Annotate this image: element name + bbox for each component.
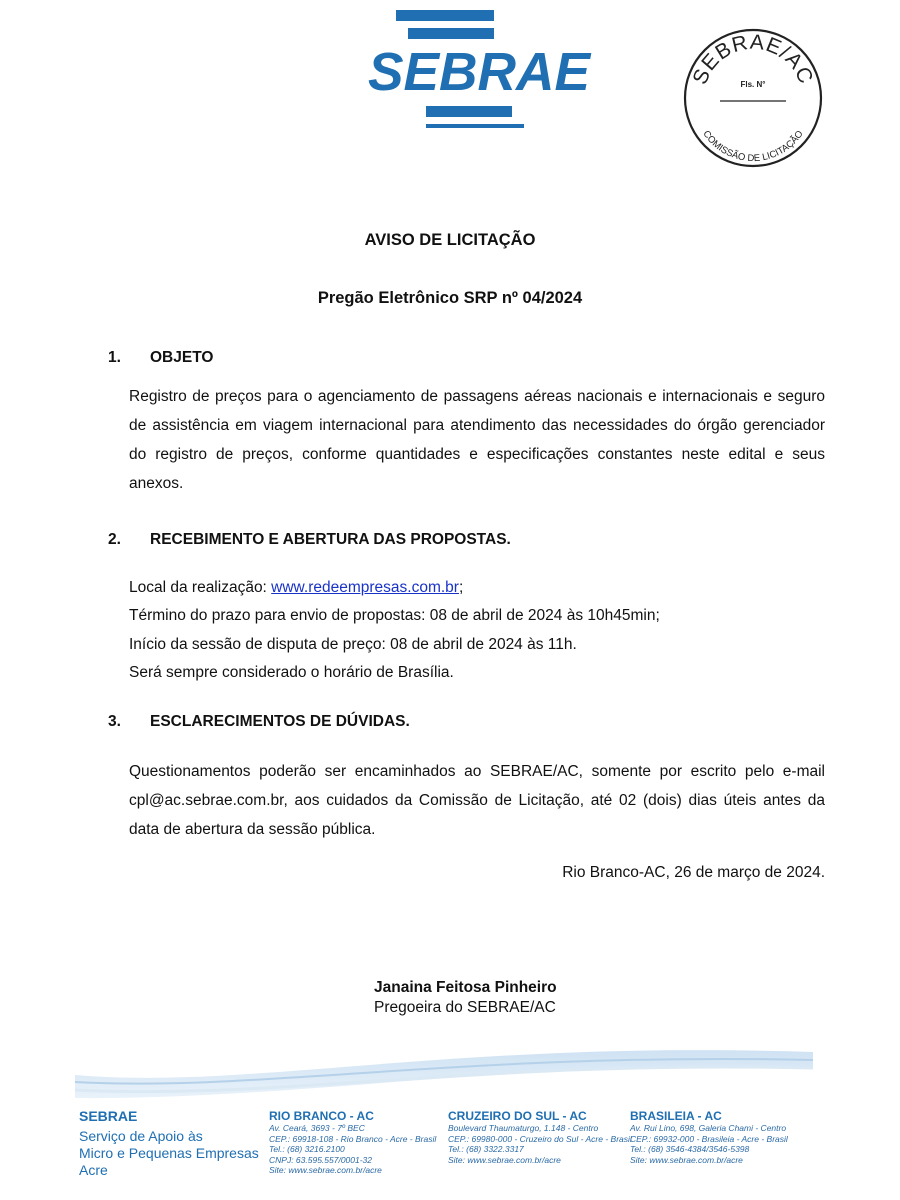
office-phone: Tel.: (68) 3322.3317 [448, 1144, 524, 1154]
footer-brand-line-3: Acre [79, 1162, 108, 1178]
office-cep: CEP.: 69932-000 - Brasileia - Acre - Brasil [630, 1133, 788, 1144]
section-1-heading: OBJETO [150, 349, 214, 366]
object-description: Registro de preços para o agenciamento de passagens aéreas nacionais e internacionais e seguro de assistência em viagem internacional para atendimento das necessidades do órgão gerenciador do registro de preços, conforme quantidades e especificações constantes neste edital e seus anexos. [129, 388, 825, 492]
footer-wave-graphic [0, 1030, 900, 1105]
office-address: Boulevard Thaumaturgo, 1.148 - Centro [448, 1123, 599, 1133]
office-city: CRUZEIRO DO SUL - AC [448, 1109, 587, 1123]
footer-brand-line-2: Micro e Pequenas Empresas [79, 1145, 259, 1161]
office-phone: Tel.: (68) 3546-4384/3546-5398 [630, 1144, 750, 1154]
office-cnpj: CNPJ: 63.595.557/0001-32 [269, 1154, 373, 1165]
venue-suffix: ; [458, 579, 464, 596]
section-3-body [129, 757, 825, 844]
sebrae-logo [368, 8, 592, 128]
session-start: Início da sessão de disputa de preço: 08 de abril de 2024 às 11h. [129, 636, 577, 653]
section-2-number: 2. [108, 531, 121, 548]
document-title: AVISO DE LICITAÇÃO [364, 231, 536, 249]
office-site: Site: www.sebrae.com.br/acre [448, 1154, 561, 1165]
signatory-role: Pregoeira do SEBRAE/AC [374, 999, 556, 1016]
timezone-note: Será sempre considerado o horário de Brasília. [129, 664, 454, 681]
section-3-number: 3. [108, 713, 121, 730]
office-city: BRASILEIA - AC [630, 1109, 722, 1123]
office-site: Site: www.sebrae.com.br/acre [630, 1154, 743, 1165]
venue-link[interactable]: www.redeempresas.com.br [271, 579, 459, 596]
office-cep: CEP.: 69918-108 - Rio Branco - Acre - Brasil [269, 1133, 437, 1144]
section-2-heading: RECEBIMENTO E ABERTURA DAS PROPOSTAS. [150, 531, 511, 548]
office-phone: Tel.: (68) 3216.2100 [269, 1144, 345, 1154]
svg-text:SEBRAE/AC: SEBRAE/AC [688, 30, 818, 88]
svg-text:Fls. N°: Fls. N° [740, 80, 766, 89]
proposal-deadline: Término do prazo para envio de propostas: 08 de abril de 2024 às 10h45min; [129, 607, 660, 624]
section-3-heading: ESCLARECIMENTOS DE DÚVIDAS. [150, 713, 410, 730]
document-subtitle: Pregão Eletrônico SRP nº 04/2024 [317, 289, 583, 307]
signatory-name: Janaina Feitosa Pinheiro [374, 979, 557, 996]
office-city: RIO BRANCO - AC [269, 1109, 374, 1123]
section-1-body [129, 382, 825, 498]
office-site: Site: www.sebrae.com.br/acre [269, 1165, 382, 1175]
footer-brand: SEBRAE [79, 1108, 138, 1124]
document-date: Rio Branco-AC, 26 de março de 2024. [562, 864, 825, 881]
office-address: Av. Rui Lino, 698, Galeria Chami - Centro [630, 1123, 787, 1133]
svg-text:SEBRAE: SEBRAE [368, 42, 592, 102]
office-cep: CEP.: 69980-000 - Cruzeiro do Sul - Acre - Brasil [448, 1133, 632, 1144]
office-cruzeiro-do-sul [448, 1109, 632, 1165]
office-rio-branco [269, 1109, 436, 1176]
venue-label: Local da realização: [129, 579, 272, 596]
footer-brand-line-1: Serviço de Apoio às [79, 1128, 203, 1144]
protocol-stamp [682, 27, 824, 169]
office-address: Av. Ceará, 3693 - 7º BEC [269, 1123, 365, 1133]
svg-text:COMISSÃO DE LICITAÇÃO: COMISSÃO DE LICITAÇÃO [700, 128, 806, 165]
office-brasileia [630, 1109, 788, 1165]
section-1-number: 1. [108, 349, 121, 366]
clarification-text: Questionamentos poderão ser encaminhados ao SEBRAE/AC, somente por escrito pelo e-mail cpl@ac.sebrae.com.br, aos cuidados da Comissão de Licitação, até 02 (dois) dias úteis antes da data de abertura da sessão pública. [129, 763, 825, 838]
venue-line [129, 579, 463, 597]
